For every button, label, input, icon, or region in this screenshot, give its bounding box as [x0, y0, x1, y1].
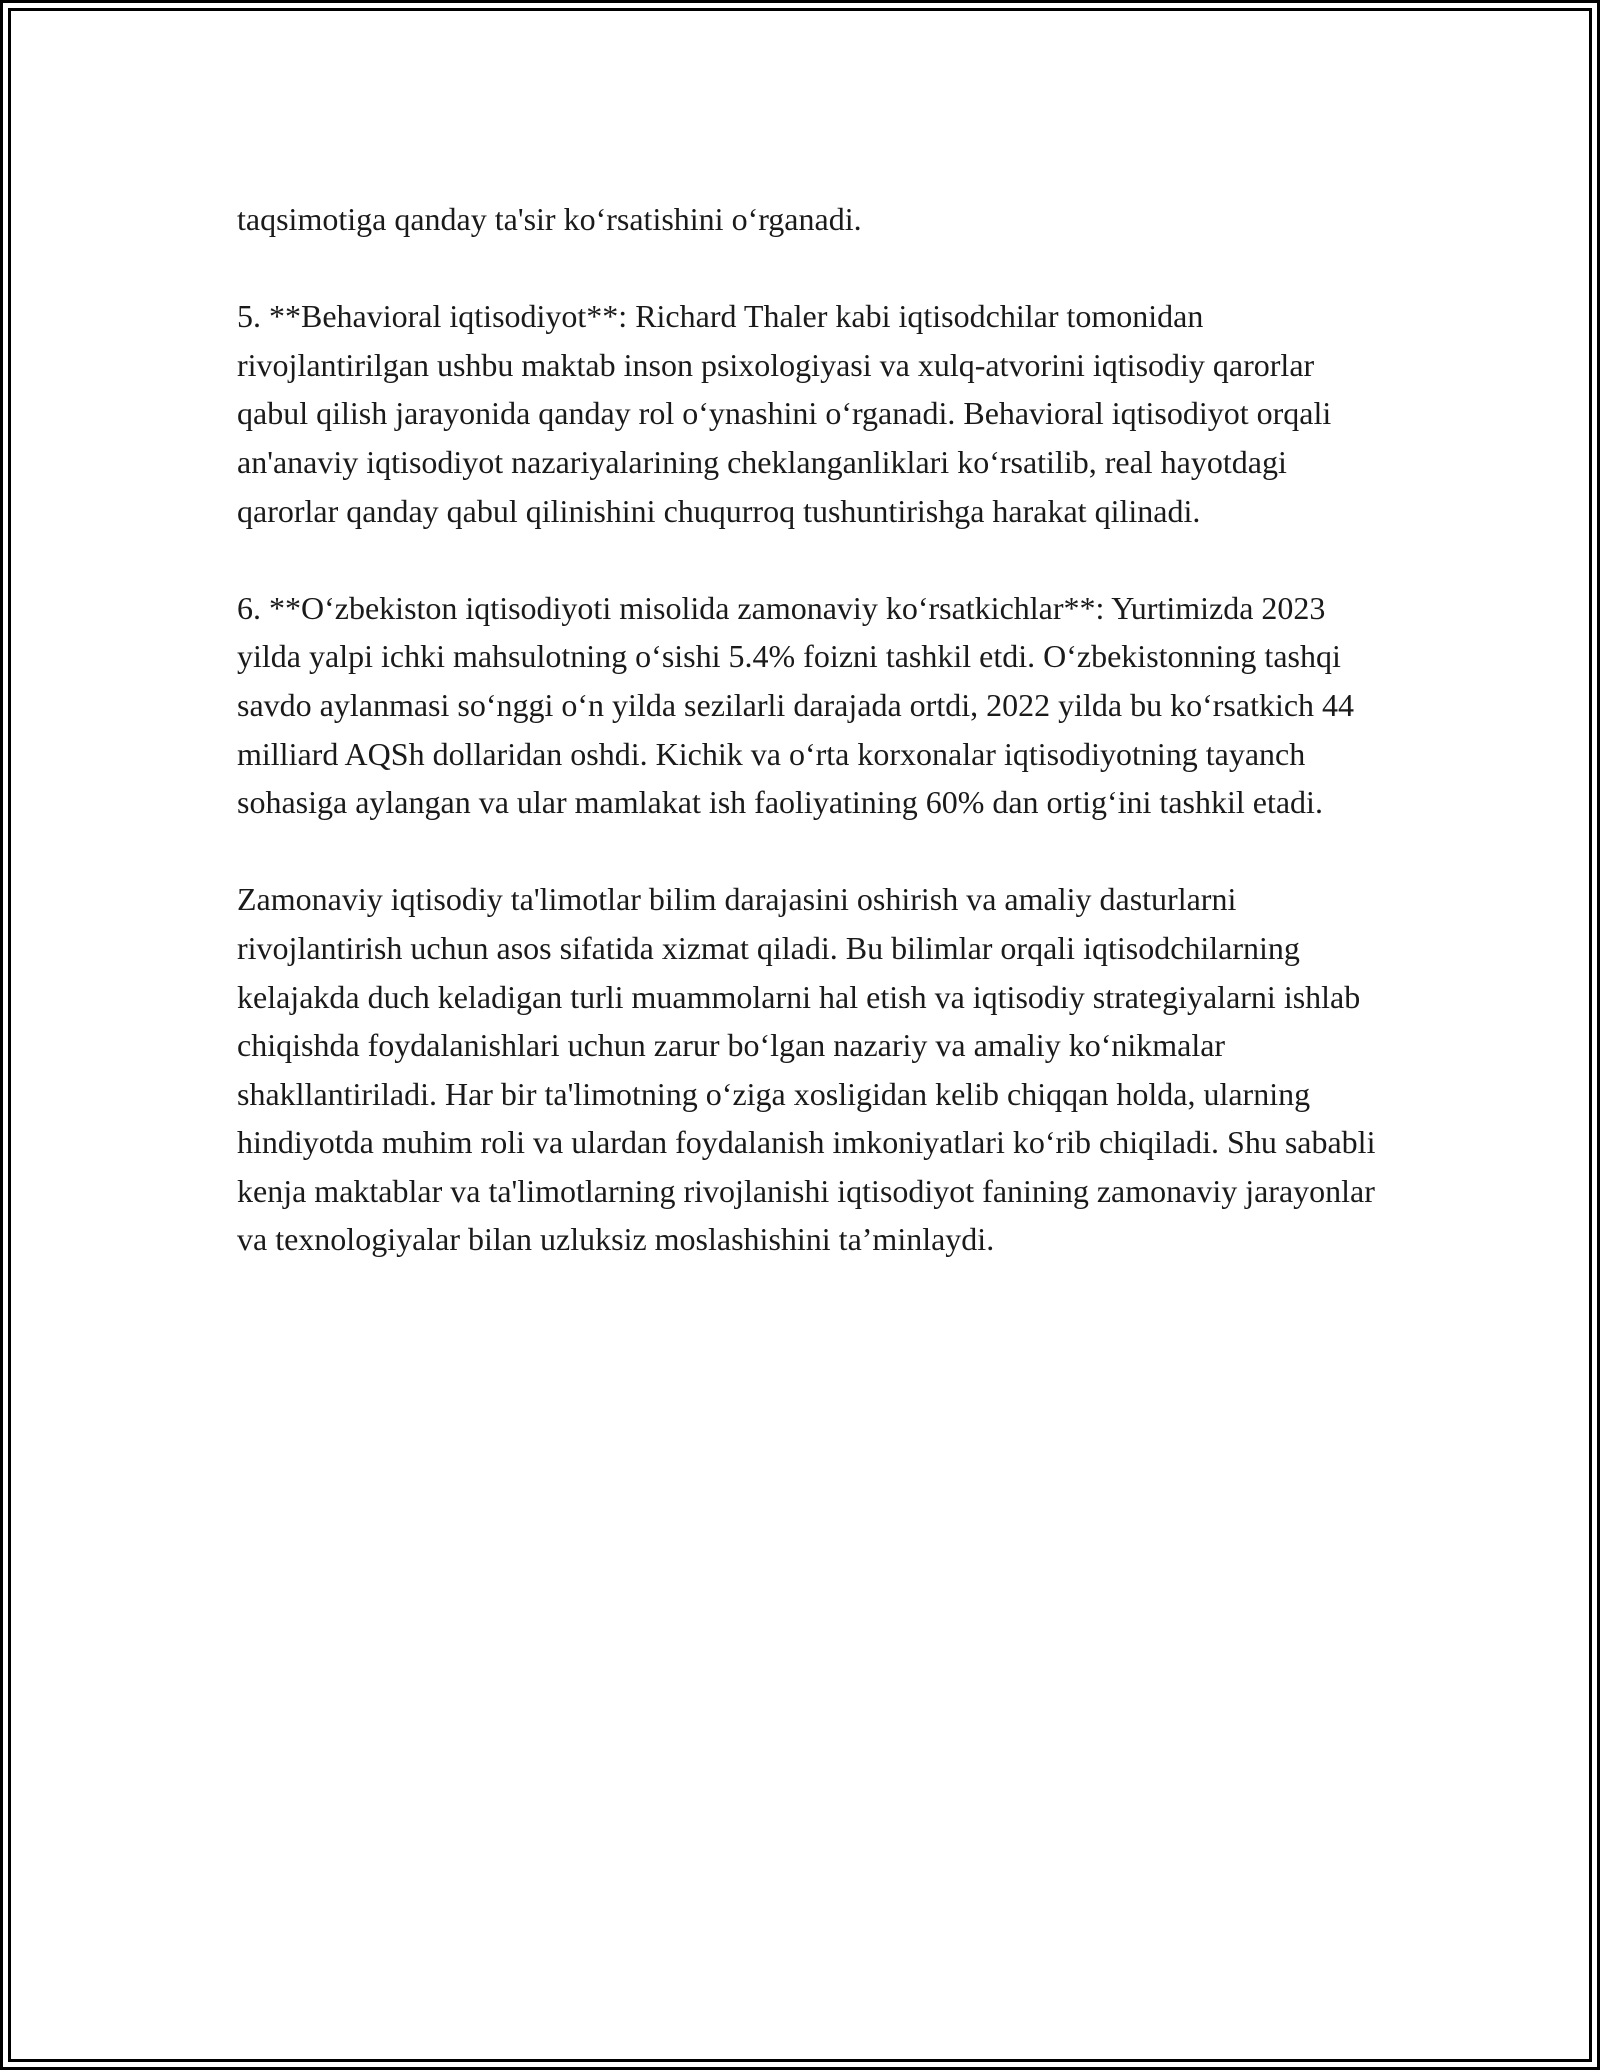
paragraph-conclusion: Zamonaviy iqtisodiy ta'limotlar bilim darajasini oshirish va amaliy dasturlarni rivojlantirish uchun asos sifatida xizmat qiladi. Bu bilimlar orqali iqtisodchilarning kelajakda duch keladigan turli muammolarni hal etish va iqtisodiy strategiyalarni ishlab chiqishda foydalanishlari uchun zarur bo‘lgan nazariy va amaliy ko‘nikmalar shakllantiriladi. Har bir ta'limotning o‘ziga xosligidan kelib chiqqan holda, ularning hindiyotda muhim roli va ulardan foydalanish imkoniyatlari ko‘rib chiqiladi. Shu sababli kenja maktablar va ta'limotlarning rivojlanishi iqtisodiyot fanining zamonaviy jarayonlar va texnologiyalar bilan uzluksiz moslashishini ta’minlaydi.: [237, 881, 1376, 1258]
paragraph-behavioral-economics: 5. **Behavioral iqtisodiyot**: Richard Thaler kabi iqtisodchilar tomonidan rivojlantirilgan ushbu maktab inson psixologiyasi va xulq-atvorini iqtisodiy qarorlar qabul qilish jarayonida qanday rol o‘ynashini o‘rganadi. Behavioral iqtisodiyot orqali an'anaviy iqtisodiyot nazariyalarining cheklanganliklari ko‘rsatilib, real hayotdagi qarorlar qanday qabul qilinishini chuqurroq tushuntirishga harakat qilinadi.: [237, 298, 1332, 529]
paragraph-continuation: taqsimotiga qanday ta'sir ko‘rsatishini o‘rganadi.: [237, 201, 862, 237]
page-border-inner: [8, 8, 1592, 2062]
paragraph-uzbekistan-indicators: 6. **O‘zbekiston iqtisodiyoti misolida zamonaviy ko‘rsatkichlar**: Yurtimizda 2023 yilda yalpi ichki mahsulotning o‘sishi 5.4% foizni tashkil etdi. O‘zbekistonning tashqi savdo aylanmasi so‘nggi o‘n yilda sezilarli darajada ortdi, 2022 yilda bu ko‘rsatkich 44 milliard AQSh dollaridan oshdi. Kichik va o‘rta korxonalar iqtisodiyotning tayanch sohasiga aylangan va ular mamlakat ish faoliyatining 60% dan ortig‘ini tashkil etadi.: [237, 589, 1355, 821]
document-body: [237, 195, 1387, 1264]
